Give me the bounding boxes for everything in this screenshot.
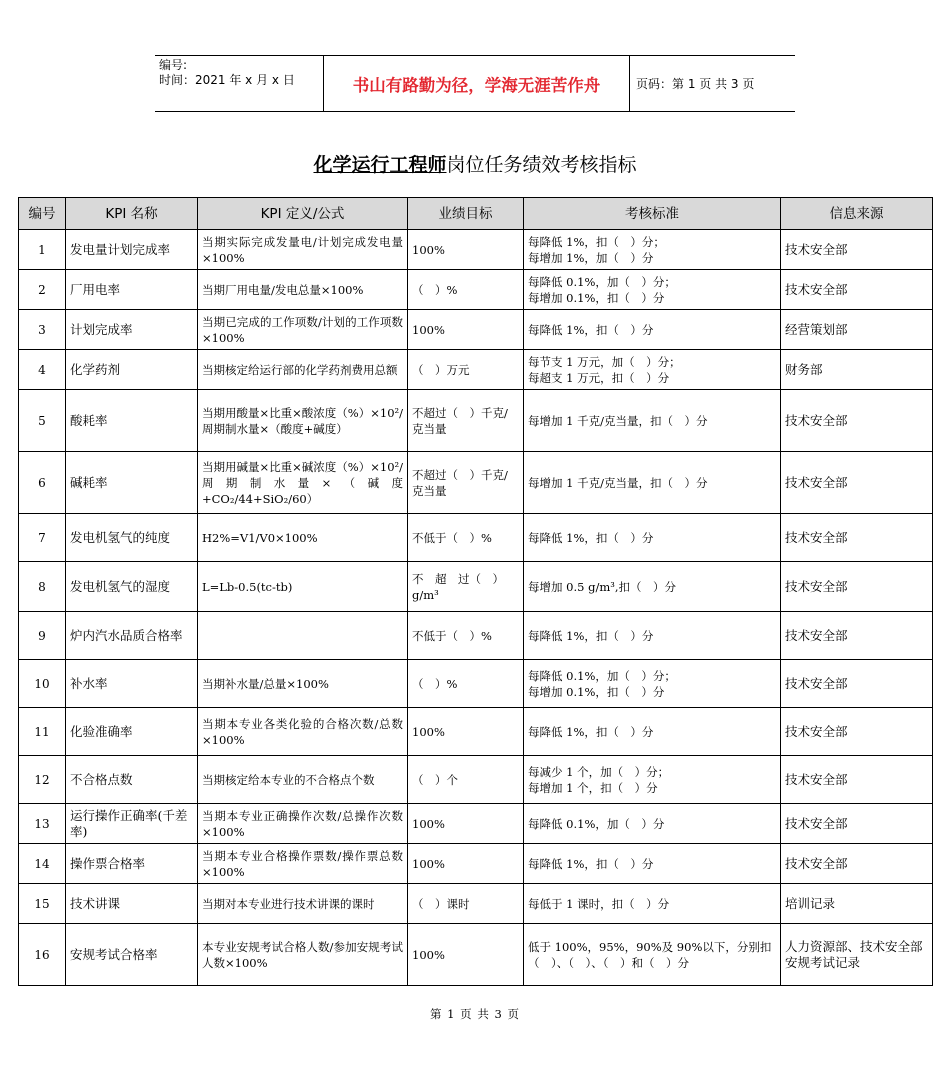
target-text: 不 超 过（ ）g/m³: [412, 571, 504, 602]
cell-source: [781, 350, 933, 390]
kpi-definition-text: 本专业安规考试合格人数/参加安规考试人数×100%: [202, 939, 403, 970]
kpi-definition-text: 当期对本专业进行技术讲课的课时: [202, 896, 375, 911]
target-text: 100%: [412, 816, 445, 831]
cell-source: [781, 270, 933, 310]
cell-source: [781, 924, 933, 986]
cell-criteria: [524, 562, 781, 612]
row-number-text: 4: [38, 362, 46, 377]
table-row: [19, 612, 933, 660]
cell-criteria: [524, 804, 781, 844]
kpi-definition-text: 当期补水量/总量×100%: [202, 676, 329, 691]
cell-target: [408, 924, 524, 986]
table-row: [19, 884, 933, 924]
cell-criteria: [524, 310, 781, 350]
cell-target: [408, 390, 524, 452]
cell-criteria: [524, 514, 781, 562]
target-text: 不低于（ ）%: [412, 530, 492, 545]
row-number-text: 14: [34, 856, 50, 871]
source-text: 技术安全部: [785, 627, 848, 643]
cell-kpi-definition: [198, 562, 408, 612]
kpi-name-text: 发电量计划完成率: [70, 241, 171, 257]
table-row: [19, 270, 933, 310]
cell-source: [781, 844, 933, 884]
target-text: 不超过（ ）千克/克当量: [412, 467, 508, 498]
motto: 书山有路勤为径，学海无涯苦作舟: [324, 56, 630, 111]
header-meta: [155, 56, 324, 111]
cell-kpi-definition: [198, 230, 408, 270]
table-row: [19, 452, 933, 514]
number-label: 编号:: [159, 58, 188, 72]
kpi-name-text: 补水率: [70, 675, 108, 691]
cell-target: [408, 844, 524, 884]
kpi-name-text: 操作票合格率: [70, 855, 146, 871]
cell-criteria: [524, 230, 781, 270]
cell-target: [408, 756, 524, 804]
cell-source: [781, 562, 933, 612]
target-text: （ ）个: [412, 772, 458, 787]
time-label: 时间：2021 年 x 月 x 日: [159, 73, 295, 87]
criteria-text: 每降低 1%，扣（ ）分: [528, 628, 654, 643]
source-text: 技术安全部: [785, 855, 848, 871]
cell-criteria: [524, 270, 781, 310]
source-text: 技术安全部: [785, 675, 848, 691]
criteria-text: 每减少 1 个，加（ ）分； 每增加 1 个，扣（ ）分: [528, 764, 670, 795]
cell-kpi-name: [66, 390, 198, 452]
kpi-name-text: 发电机氢气的湿度: [70, 578, 171, 594]
title-rest: 岗位任务绩效考核指标: [446, 154, 637, 176]
target-text: 100%: [412, 322, 445, 337]
cell-source: [781, 452, 933, 514]
row-number-text: 2: [38, 282, 46, 297]
cell-kpi-definition: [198, 708, 408, 756]
cell-target: [408, 562, 524, 612]
kpi-definition-text: 当期本专业各类化验的合格次数/总数×100%: [202, 716, 403, 747]
table-row: [19, 924, 933, 986]
cell-source: [781, 884, 933, 924]
kpi-table: [18, 197, 933, 986]
kpi-definition-text: 当期用碱量×比重×碱浓度（%）×10²/周期制水量×（碱度+CO₂/44+SiO₂/60）: [202, 459, 403, 506]
cell-row-number: [19, 612, 66, 660]
cell-row-number: [19, 350, 66, 390]
cell-kpi-definition: [198, 844, 408, 884]
table-header-row: [19, 198, 933, 230]
cell-kpi-name: [66, 514, 198, 562]
target-text: （ ）%: [412, 282, 458, 297]
cell-criteria: [524, 390, 781, 452]
cell-kpi-name: [66, 884, 198, 924]
row-number-text: 11: [34, 724, 50, 739]
cell-row-number: [19, 924, 66, 986]
cell-target: [408, 452, 524, 514]
table-row: [19, 514, 933, 562]
header-criteria: 考核标准: [524, 198, 781, 230]
criteria-text: 每增加 1 千克/克当量，扣（ ）分: [528, 413, 708, 428]
cell-criteria: [524, 612, 781, 660]
criteria-text: 每降低 1%，扣（ ）分: [528, 724, 654, 739]
criteria-text: 每低于 1 课时，扣（ ）分: [528, 896, 670, 911]
cell-criteria: [524, 708, 781, 756]
criteria-text: 每降低 1%，扣（ ）分； 每增加 1%，加（ ）分: [528, 234, 665, 265]
kpi-definition-text: L=Lb-0.5(tc-tb): [202, 579, 293, 594]
kpi-definition-text: 当期厂用电量/发电总量×100%: [202, 282, 364, 297]
criteria-text: 每降低 1%，扣（ ）分: [528, 856, 654, 871]
source-text: 技术安全部: [785, 723, 848, 739]
cell-kpi-name: [66, 270, 198, 310]
page-footer: 第 1 页 共 3 页: [430, 1007, 520, 1021]
row-number-text: 13: [34, 816, 50, 831]
cell-kpi-name: [66, 612, 198, 660]
cell-kpi-name: [66, 660, 198, 708]
source-text: 培训记录: [785, 895, 836, 911]
page-indicator: 页码：第 1 页 共 3 页: [636, 77, 755, 91]
row-number-text: 6: [38, 475, 46, 490]
kpi-name-text: 运行操作正确率(千差率): [70, 807, 188, 839]
cell-criteria: [524, 660, 781, 708]
kpi-definition-text: H2%=V1/V0×100%: [202, 530, 318, 545]
source-text: 人力资源部、技术安全部安规考试记录: [785, 938, 923, 970]
target-text: 100%: [412, 724, 445, 739]
cell-kpi-name: [66, 562, 198, 612]
kpi-name-text: 炉内汽水品质合格率: [70, 627, 183, 643]
cell-row-number: [19, 562, 66, 612]
cell-kpi-name: [66, 924, 198, 986]
cell-target: [408, 612, 524, 660]
cell-kpi-definition: [198, 804, 408, 844]
cell-source: [781, 230, 933, 270]
table-row: [19, 562, 933, 612]
header-number: 编号: [19, 198, 66, 230]
cell-target: [408, 660, 524, 708]
header-kpi-definition: KPI 定义/公式: [198, 198, 408, 230]
table-row: [19, 756, 933, 804]
kpi-name-text: 计划完成率: [70, 321, 133, 337]
cell-source: [781, 708, 933, 756]
cell-kpi-definition: [198, 350, 408, 390]
target-text: 100%: [412, 947, 445, 962]
table-row: [19, 804, 933, 844]
cell-target: [408, 350, 524, 390]
cell-criteria: [524, 884, 781, 924]
cell-row-number: [19, 708, 66, 756]
table-row: [19, 390, 933, 452]
table-row: [19, 350, 933, 390]
target-text: （ ）%: [412, 676, 458, 691]
cell-row-number: [19, 270, 66, 310]
target-text: 不超过（ ）千克/克当量: [412, 405, 508, 436]
source-text: 技术安全部: [785, 412, 848, 428]
cell-kpi-name: [66, 350, 198, 390]
cell-kpi-name: [66, 708, 198, 756]
cell-source: [781, 804, 933, 844]
kpi-definition-text: 当期本专业合格操作票数/操作票总数×100%: [202, 848, 403, 879]
cell-source: [781, 390, 933, 452]
cell-kpi-name: [66, 310, 198, 350]
cell-row-number: [19, 804, 66, 844]
criteria-text: 每增加 0.5 g/m³,扣（ ）分: [528, 579, 677, 594]
kpi-definition-text: 当期核定给运行部的化学药剂费用总额: [202, 362, 398, 377]
cell-kpi-name: [66, 844, 198, 884]
kpi-name-text: 技术讲课: [70, 895, 121, 911]
page-title: [0, 150, 950, 177]
cell-target: [408, 270, 524, 310]
cell-kpi-name: [66, 804, 198, 844]
cell-kpi-definition: [198, 390, 408, 452]
cell-kpi-definition: [198, 660, 408, 708]
header-target: 业绩目标: [408, 198, 524, 230]
cell-kpi-name: [66, 756, 198, 804]
criteria-text: 低于 100%，95%，90%及 90%以下，分别扣（ ）、（ ）、（ ）和（ ）分: [528, 939, 772, 970]
cell-source: [781, 310, 933, 350]
header-source: 信息来源: [781, 198, 933, 230]
kpi-name-text: 厂用电率: [70, 281, 121, 297]
source-text: 技术安全部: [785, 529, 848, 545]
cell-row-number: [19, 756, 66, 804]
kpi-definition-text: 当期用酸量×比重×酸浓度（%）×10²/周期制水量×（酸度+碱度）: [202, 405, 403, 436]
kpi-name-text: 不合格点数: [70, 771, 133, 787]
cell-row-number: [19, 514, 66, 562]
kpi-name-text: 酸耗率: [70, 412, 108, 428]
target-text: 100%: [412, 242, 445, 257]
source-text: 技术安全部: [785, 474, 848, 490]
cell-target: [408, 514, 524, 562]
document-header: [155, 55, 795, 112]
cell-kpi-definition: [198, 270, 408, 310]
criteria-text: 每降低 1%，扣（ ）分: [528, 322, 654, 337]
row-number-text: 8: [38, 579, 46, 594]
source-text: 技术安全部: [785, 241, 848, 257]
row-number-text: 15: [34, 896, 50, 911]
cell-kpi-name: [66, 452, 198, 514]
kpi-definition-text: 当期核定给本专业的不合格点个数: [202, 772, 375, 787]
source-text: 技术安全部: [785, 281, 848, 297]
kpi-name-text: 化学药剂: [70, 361, 121, 377]
source-text: 技术安全部: [785, 771, 848, 787]
kpi-definition-text: 当期实际完成发量电/计划完成发电量×100%: [202, 234, 403, 265]
kpi-name-text: 化验准确率: [70, 723, 133, 739]
source-text: 财务部: [785, 361, 823, 377]
table-row: [19, 230, 933, 270]
kpi-name-text: 发电机氢气的纯度: [70, 529, 171, 545]
title-role: 化学运行工程师: [313, 154, 447, 176]
cell-row-number: [19, 310, 66, 350]
cell-row-number: [19, 884, 66, 924]
cell-target: [408, 804, 524, 844]
row-number-text: 1: [38, 242, 46, 257]
cell-criteria: [524, 844, 781, 884]
cell-criteria: [524, 350, 781, 390]
row-number-text: 10: [34, 676, 50, 691]
cell-kpi-definition: [198, 924, 408, 986]
cell-target: [408, 884, 524, 924]
cell-kpi-definition: [198, 612, 408, 660]
criteria-text: 每节支 1 万元，加（ ）分； 每超支 1 万元，扣（ ）分: [528, 354, 681, 385]
criteria-text: 每降低 1%，扣（ ）分: [528, 530, 654, 545]
cell-row-number: [19, 660, 66, 708]
row-number-text: 16: [34, 947, 50, 962]
row-number-text: 7: [38, 530, 46, 545]
target-text: 不低于（ ）%: [412, 628, 492, 643]
source-text: 技术安全部: [785, 578, 848, 594]
cell-criteria: [524, 924, 781, 986]
cell-source: [781, 660, 933, 708]
row-number-text: 5: [38, 413, 46, 428]
criteria-text: 每降低 0.1%，加（ ）分； 每增加 0.1%，扣（ ）分: [528, 668, 676, 699]
table-row: [19, 660, 933, 708]
cell-target: [408, 708, 524, 756]
cell-target: [408, 310, 524, 350]
cell-target: [408, 230, 524, 270]
target-text: （ ）万元: [412, 362, 470, 377]
table-row: [19, 844, 933, 884]
cell-row-number: [19, 390, 66, 452]
cell-kpi-name: [66, 230, 198, 270]
header-kpi-name: KPI 名称: [66, 198, 198, 230]
table-row: [19, 310, 933, 350]
cell-row-number: [19, 844, 66, 884]
cell-criteria: [524, 756, 781, 804]
cell-row-number: [19, 452, 66, 514]
row-number-text: 9: [38, 628, 46, 643]
cell-row-number: [19, 230, 66, 270]
criteria-text: 每增加 1 千克/克当量，扣（ ）分: [528, 475, 708, 490]
kpi-name-text: 安规考试合格率: [70, 946, 158, 962]
cell-kpi-definition: [198, 310, 408, 350]
table-row: [19, 708, 933, 756]
row-number-text: 3: [38, 322, 46, 337]
cell-kpi-definition: [198, 756, 408, 804]
target-text: （ ）课时: [412, 896, 470, 911]
cell-kpi-definition: [198, 884, 408, 924]
kpi-name-text: 碱耗率: [70, 474, 108, 490]
cell-criteria: [524, 452, 781, 514]
cell-source: [781, 514, 933, 562]
kpi-definition-text: 当期本专业正确操作次数/总操作次数×100%: [202, 808, 403, 839]
cell-kpi-definition: [198, 514, 408, 562]
criteria-text: 每降低 0.1%，加（ ）分； 每增加 0.1%，扣（ ）分: [528, 274, 676, 305]
target-text: 100%: [412, 856, 445, 871]
cell-source: [781, 612, 933, 660]
row-number-text: 12: [34, 772, 50, 787]
cell-source: [781, 756, 933, 804]
kpi-definition-text: 当期已完成的工作项数/计划的工作项数×100%: [202, 314, 403, 345]
criteria-text: 每降低 0.1%，加（ ）分: [528, 816, 665, 831]
source-text: 经营策划部: [785, 321, 848, 337]
cell-kpi-definition: [198, 452, 408, 514]
source-text: 技术安全部: [785, 815, 848, 831]
